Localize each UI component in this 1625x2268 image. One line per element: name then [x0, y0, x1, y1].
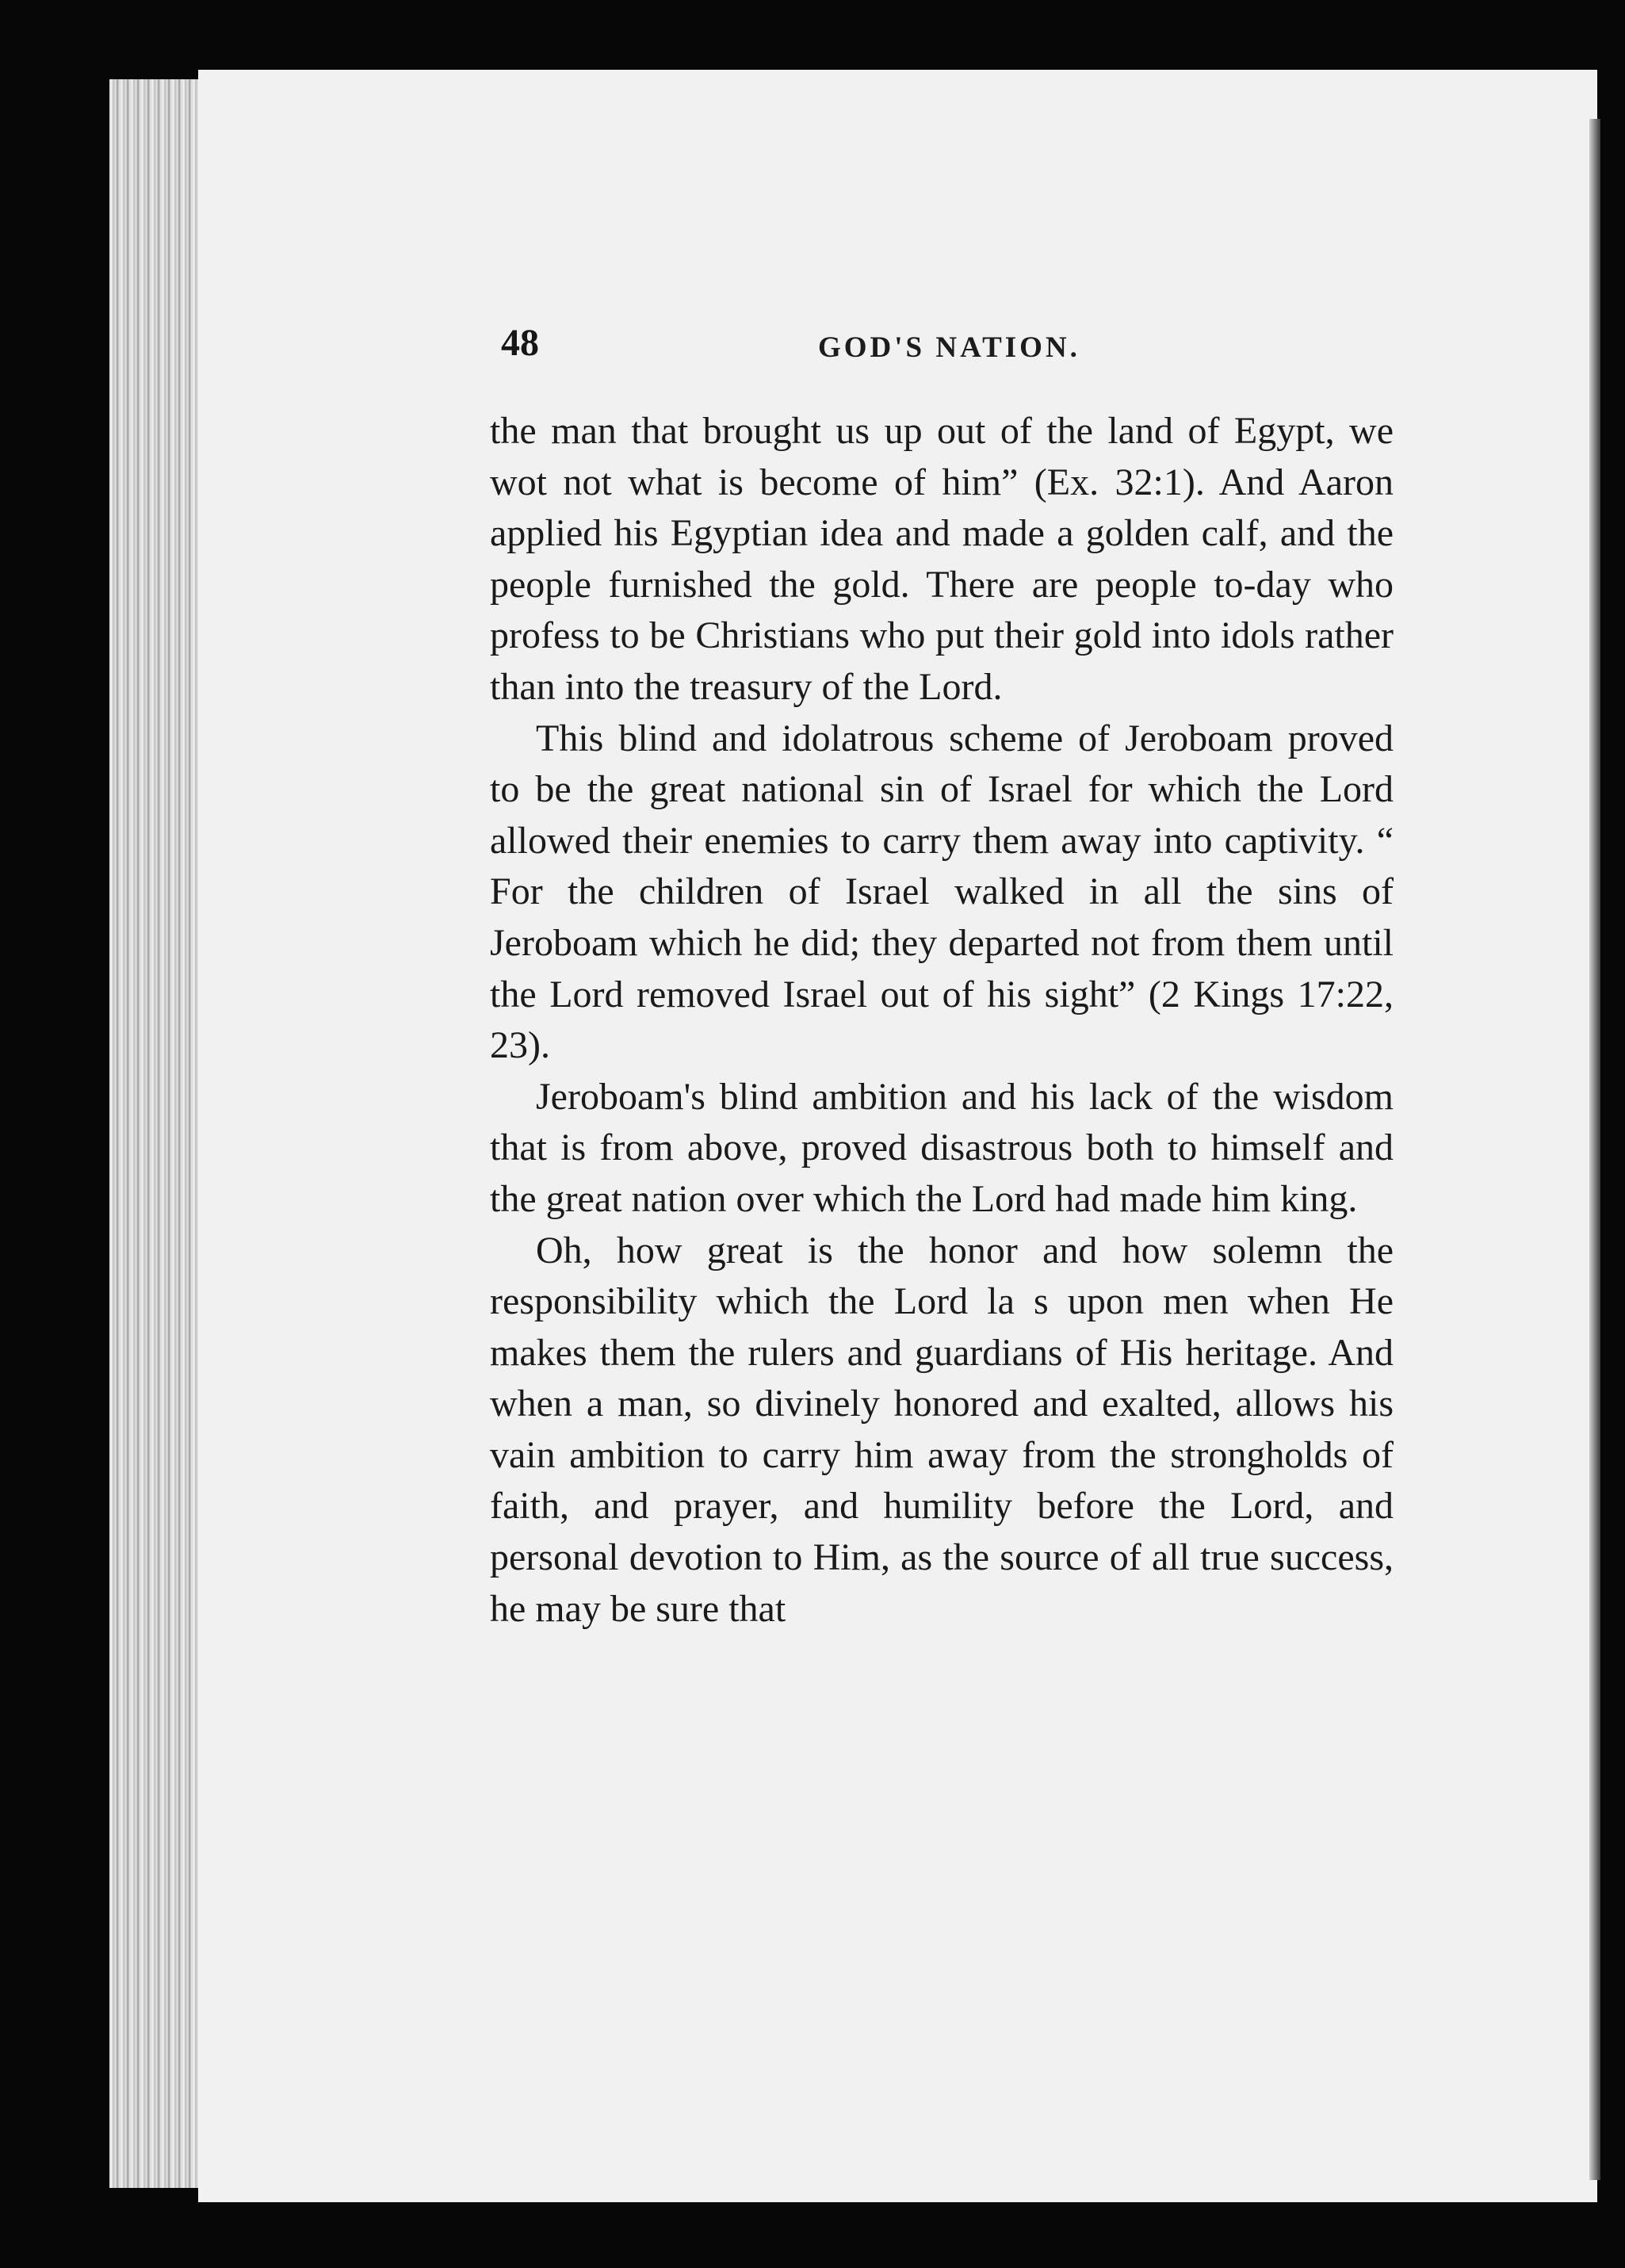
- binding-shadow: [1589, 119, 1600, 2180]
- paragraph-3: Jeroboam's blind ambition and his lack of the wisdom that is from above, proved disastrous both to himself and the great nation over which the Lord had made him king.: [490, 1075, 1394, 1220]
- page-edges: [109, 79, 205, 2188]
- page-number: 48: [501, 322, 539, 364]
- paragraph-4: Oh, how great is the honor and how solemn the responsibility which the Lord la s upon men when He makes them the rulers and guardians of His heritage. And when a man, so divinely honored and exalted, allows his vain ambition to carry him away from the strongholds of faith, and prayer, and humility before the Lord, and personal devotion to Him, as the source of all true success, he may be sure that: [490, 1229, 1394, 1630]
- paragraph-2: This blind and idolatrous scheme of Jeroboam proved to be the great national sin of Israel for which the Lord allowed their enemies to carry them away into captivity. “ For the children of Israel walked in all the sins of Jeroboam which he did; they departed not from them until the Lord removed Israel out of his sight” (2 Kings 17:22, 23).: [490, 717, 1394, 1067]
- body-text: [490, 406, 1394, 1991]
- running-head: GOD'S NATION.: [818, 331, 1080, 364]
- page-header: [501, 321, 1413, 377]
- paragraph-1: the man that brought us up out of the land of Egypt, we wot not what is become of him” (Ex. 32:1). And Aaron applied his Egyptian idea and made a golden calf, and the people furnished the gold. There are people to-day who profess to be Christians who put their gold into idols rather than into the treasury of the Lord.: [490, 410, 1394, 708]
